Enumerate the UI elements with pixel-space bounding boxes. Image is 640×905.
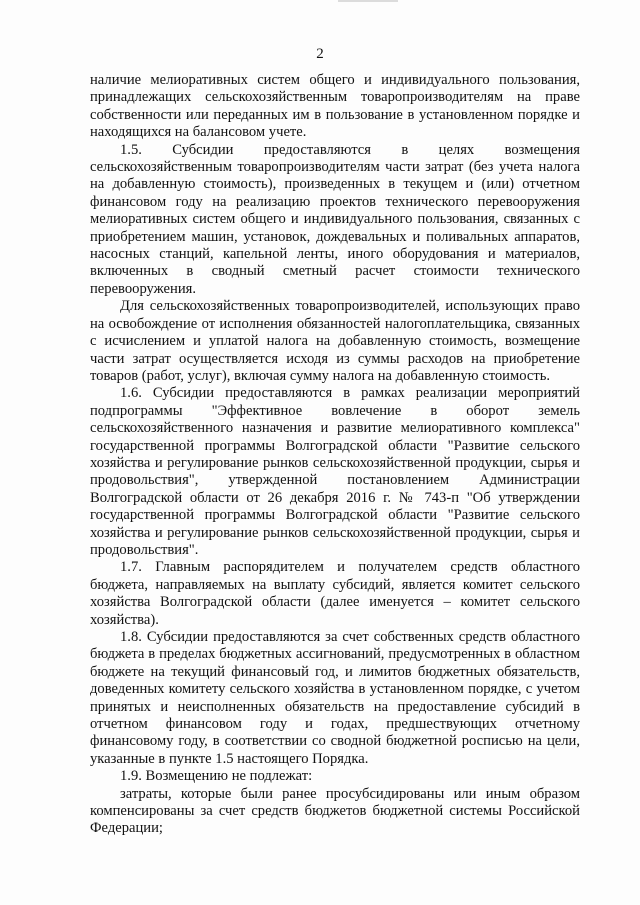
paragraph-vat-exemption: Для сельскохозяйственных товаропроизводителей, использующих право на освобождение от исполнения обязанностей налогоплательщика, связанных с исчислением и уплатой налога на добавленную стоимость, возмещение части затрат осуществляется исходя из суммы расходов на приобретение товаров (работ, услуг), включая сумму налога на добавленную стоимость. [90, 298, 580, 384]
paragraph-1-9: 1.9. Возмещению не подлежат: [120, 768, 313, 785]
page-number: 2 [316, 46, 324, 62]
document-body [90, 72, 580, 838]
scan-artifact [338, 0, 398, 2]
paragraph-1-8: 1.8. Субсидии предоставляются за счет собственных средств областного бюджета в пределах бюджетных ассигнований, предусмотренных в областном бюджете на текущий финансовый год, и лимитов бюджетных обязательств, доведенных комитету сельского хозяйства в установленном порядке, с учетом принятых и неисполненных обязательств на предоставление субсидий в отчетном финансовом году и годах, предшествующих отчетному финансовому году, в соответствии со сводной бюджетной росписью на цели, указанные в пункте 1.5 настоящего Порядка. [90, 629, 580, 767]
paragraph-1-6: 1.6. Субсидии предоставляются в рамках реализации мероприятий подпрограммы "Эффективное вовлечение в оборот земель сельскохозяйственного назначения и развитие мелиоративного комплекса" государственной программы Волгоградской области "Развитие сельского хозяйства и регулирование рынков сельскохозяйственной продукции, сырья и продовольствия", утвержденной постановлением Администрации Волгоградской области от 26 декабря 2016 г. № 743-п "Об утверждении государственной программы Волгоградской области "Развитие сельского хозяйства и регулирование рынков сельскохозяйственной продукции, сырья и продовольствия". [90, 385, 580, 558]
paragraph-1-5: 1.5. Субсидии предоставляются в целях возмещения сельскохозяйственным товаропроизводителям части затрат (без учета налога на добавленную стоимость), произведенных в текущем и (или) отчетном финансовом году на реализацию проектов технического перевооружения мелиоративных систем общего и индивидуального пользования, связанных с приобретением машин, установок, дождевальных и поливальных аппаратов, насосных станций, капельной ленты, иного оборудования и материалов, включенных в сводный сметный расчет стоимости технического перевооружения. [90, 141, 580, 297]
paragraph-1-7: 1.7. Главным распорядителем и получателем средств областного бюджета, направляемых на выплату субсидий, является комитет сельского хозяйства Волгоградской области (далее именуется – комитет сельского хозяйства). [90, 559, 580, 628]
paragraph-continuation: наличие мелиоративных систем общего и индивидуального пользования, принадлежащих сельскохозяйственным товаропроизводителям на праве собственности или переданных им в пользование в установленном порядке и находящихся на балансовом учете. [90, 72, 580, 141]
paragraph-1-9-item: затраты, которые были ранее просубсидированы или иным образом компенсированы за счет средств бюджетов бюджетной системы Российской Федерации; [90, 785, 580, 837]
